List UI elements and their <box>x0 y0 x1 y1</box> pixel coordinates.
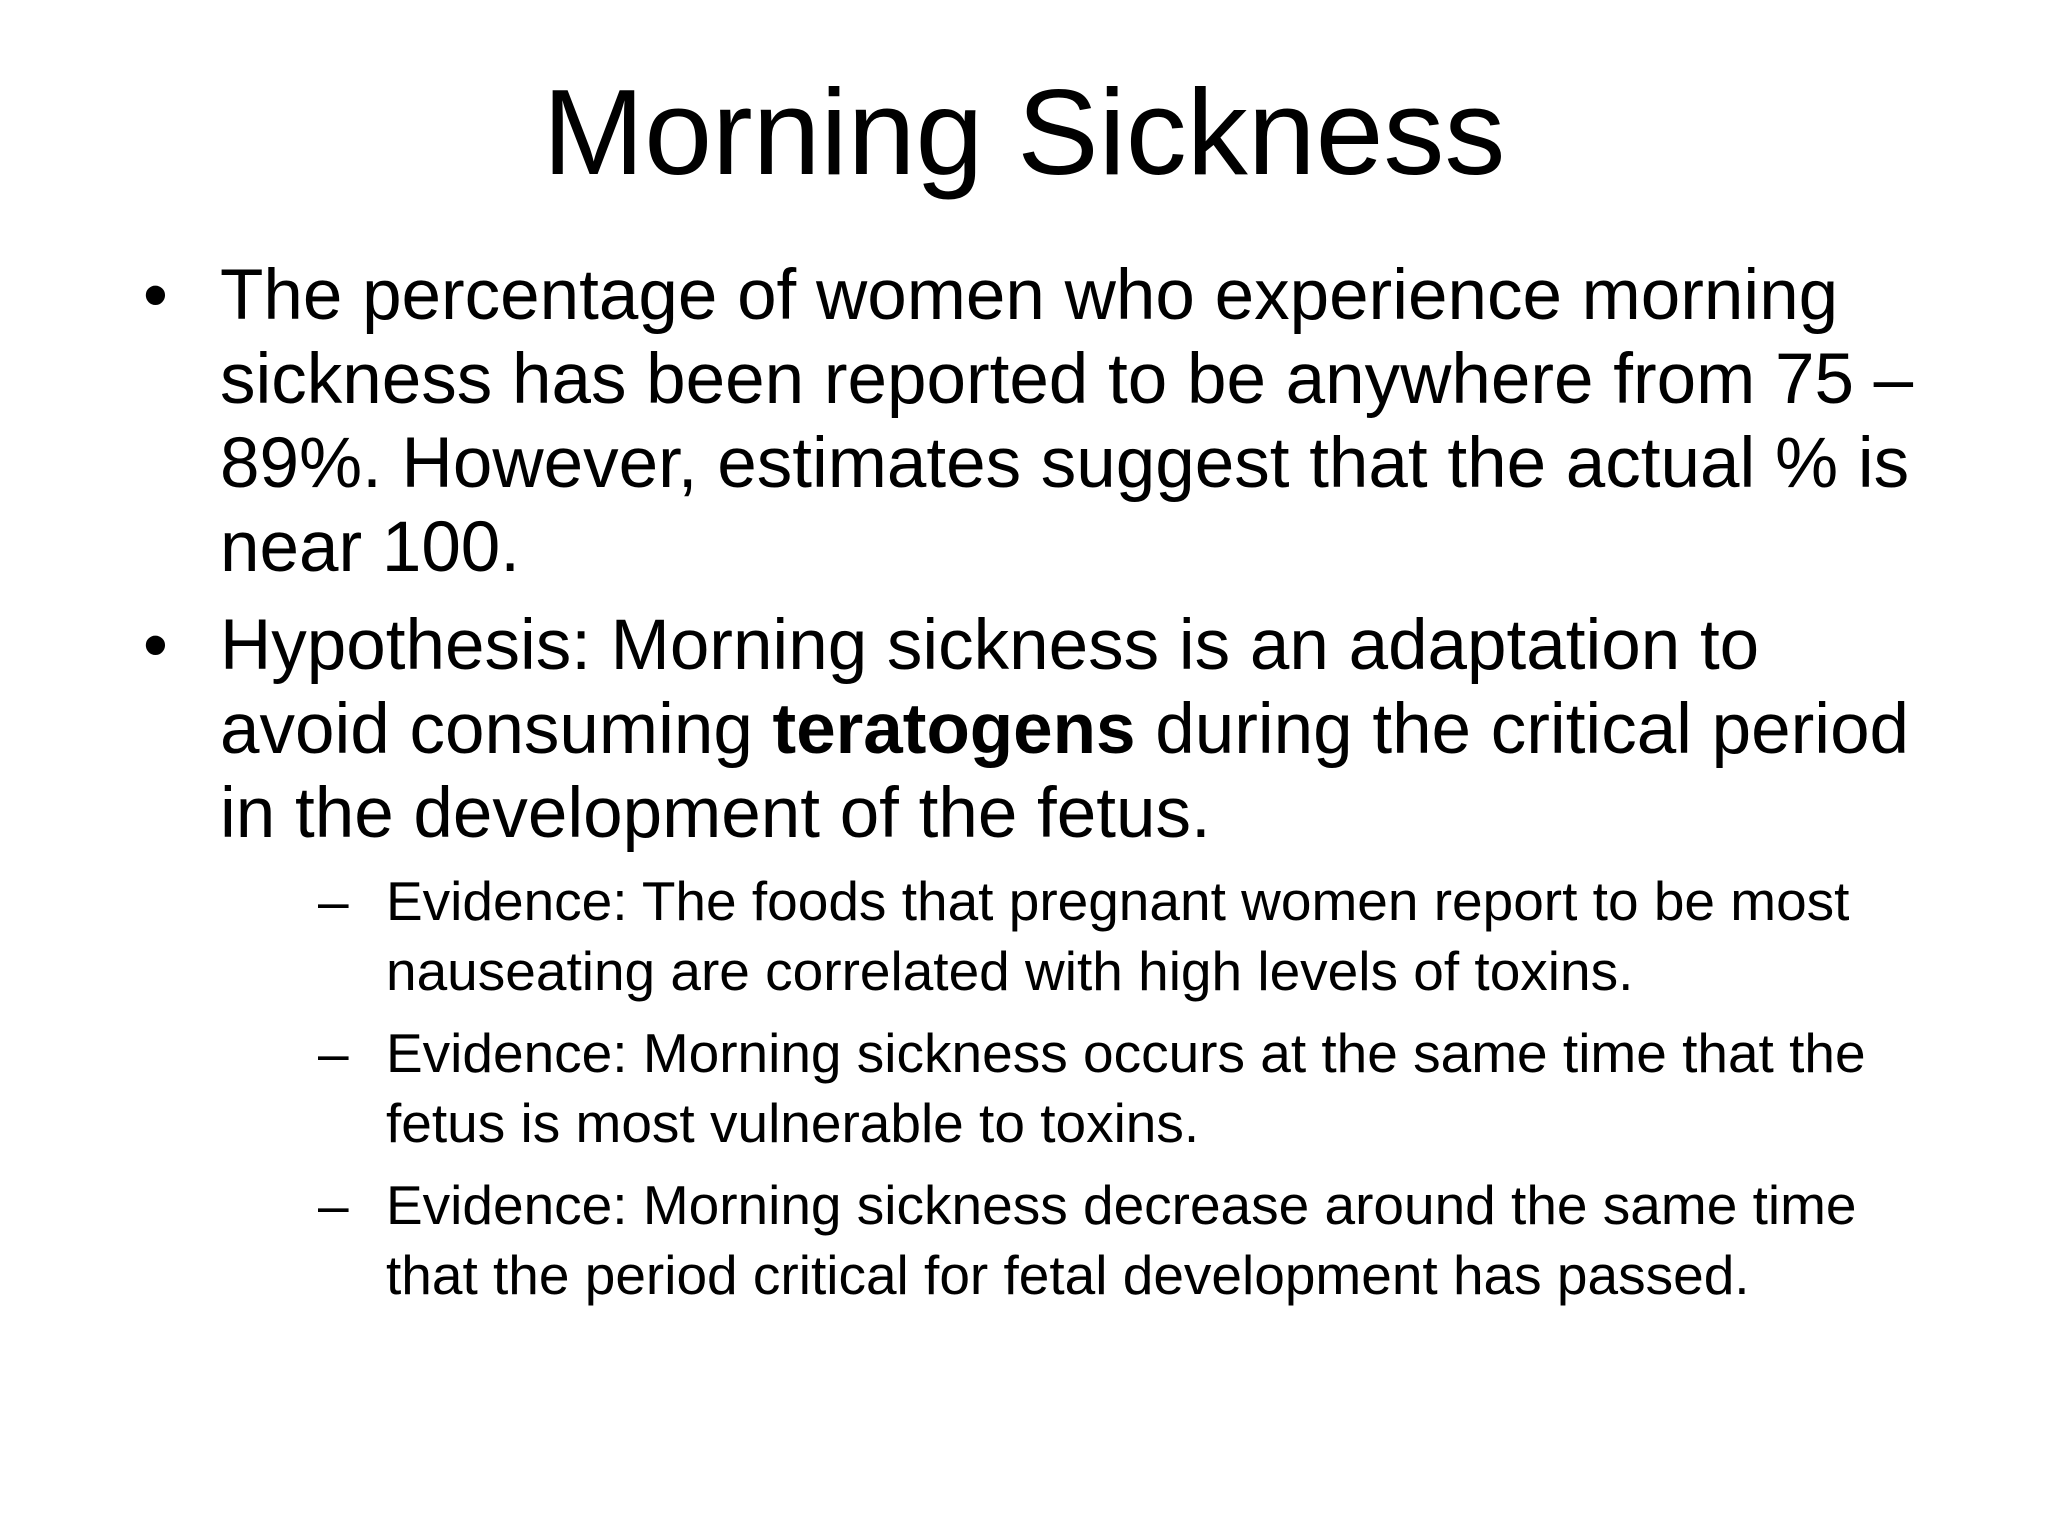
evidence-item-foods <box>220 866 1923 1006</box>
bullet-list <box>143 254 1923 1324</box>
sub-bullet-marker: – <box>318 1174 349 1236</box>
slide-title: Morning Sickness <box>542 64 1506 200</box>
hypothesis-text-suffix: during the critical period in the development of the fetus. <box>220 690 1910 853</box>
bullet-item-hypothesis <box>143 604 1923 1310</box>
sub-bullet-marker: – <box>318 1022 349 1084</box>
evidence-list <box>220 866 1923 1310</box>
teratogens-term: teratogens <box>772 690 1136 769</box>
evidence-text: Evidence: Morning sickness occurs at the same time that the fetus is most vulnerable to toxins. <box>386 1022 1866 1154</box>
evidence-item-timing <box>220 1018 1923 1158</box>
evidence-text: Evidence: The foods that pregnant women report to be most nauseating are correlated with high levels of toxins. <box>386 870 1850 1002</box>
evidence-text: Evidence: Morning sickness decrease around the same time that the period critical for fetal development has passed. <box>386 1174 1857 1306</box>
bullet-item-percentage <box>143 254 1923 590</box>
bullet-marker: • <box>143 256 168 335</box>
bullet-marker: • <box>143 606 168 685</box>
sub-bullet-marker: – <box>318 870 349 932</box>
hypothesis-text-prefix: Hypothesis: Morning sickness is an adaptation to avoid consuming <box>220 606 1760 769</box>
evidence-item-decrease <box>220 1170 1923 1310</box>
bullet-text: The percentage of women who experience morning sickness has been reported to be anywhere from 75 – 89%. However, estimates suggest that the actual % is near 100. <box>220 256 1914 587</box>
